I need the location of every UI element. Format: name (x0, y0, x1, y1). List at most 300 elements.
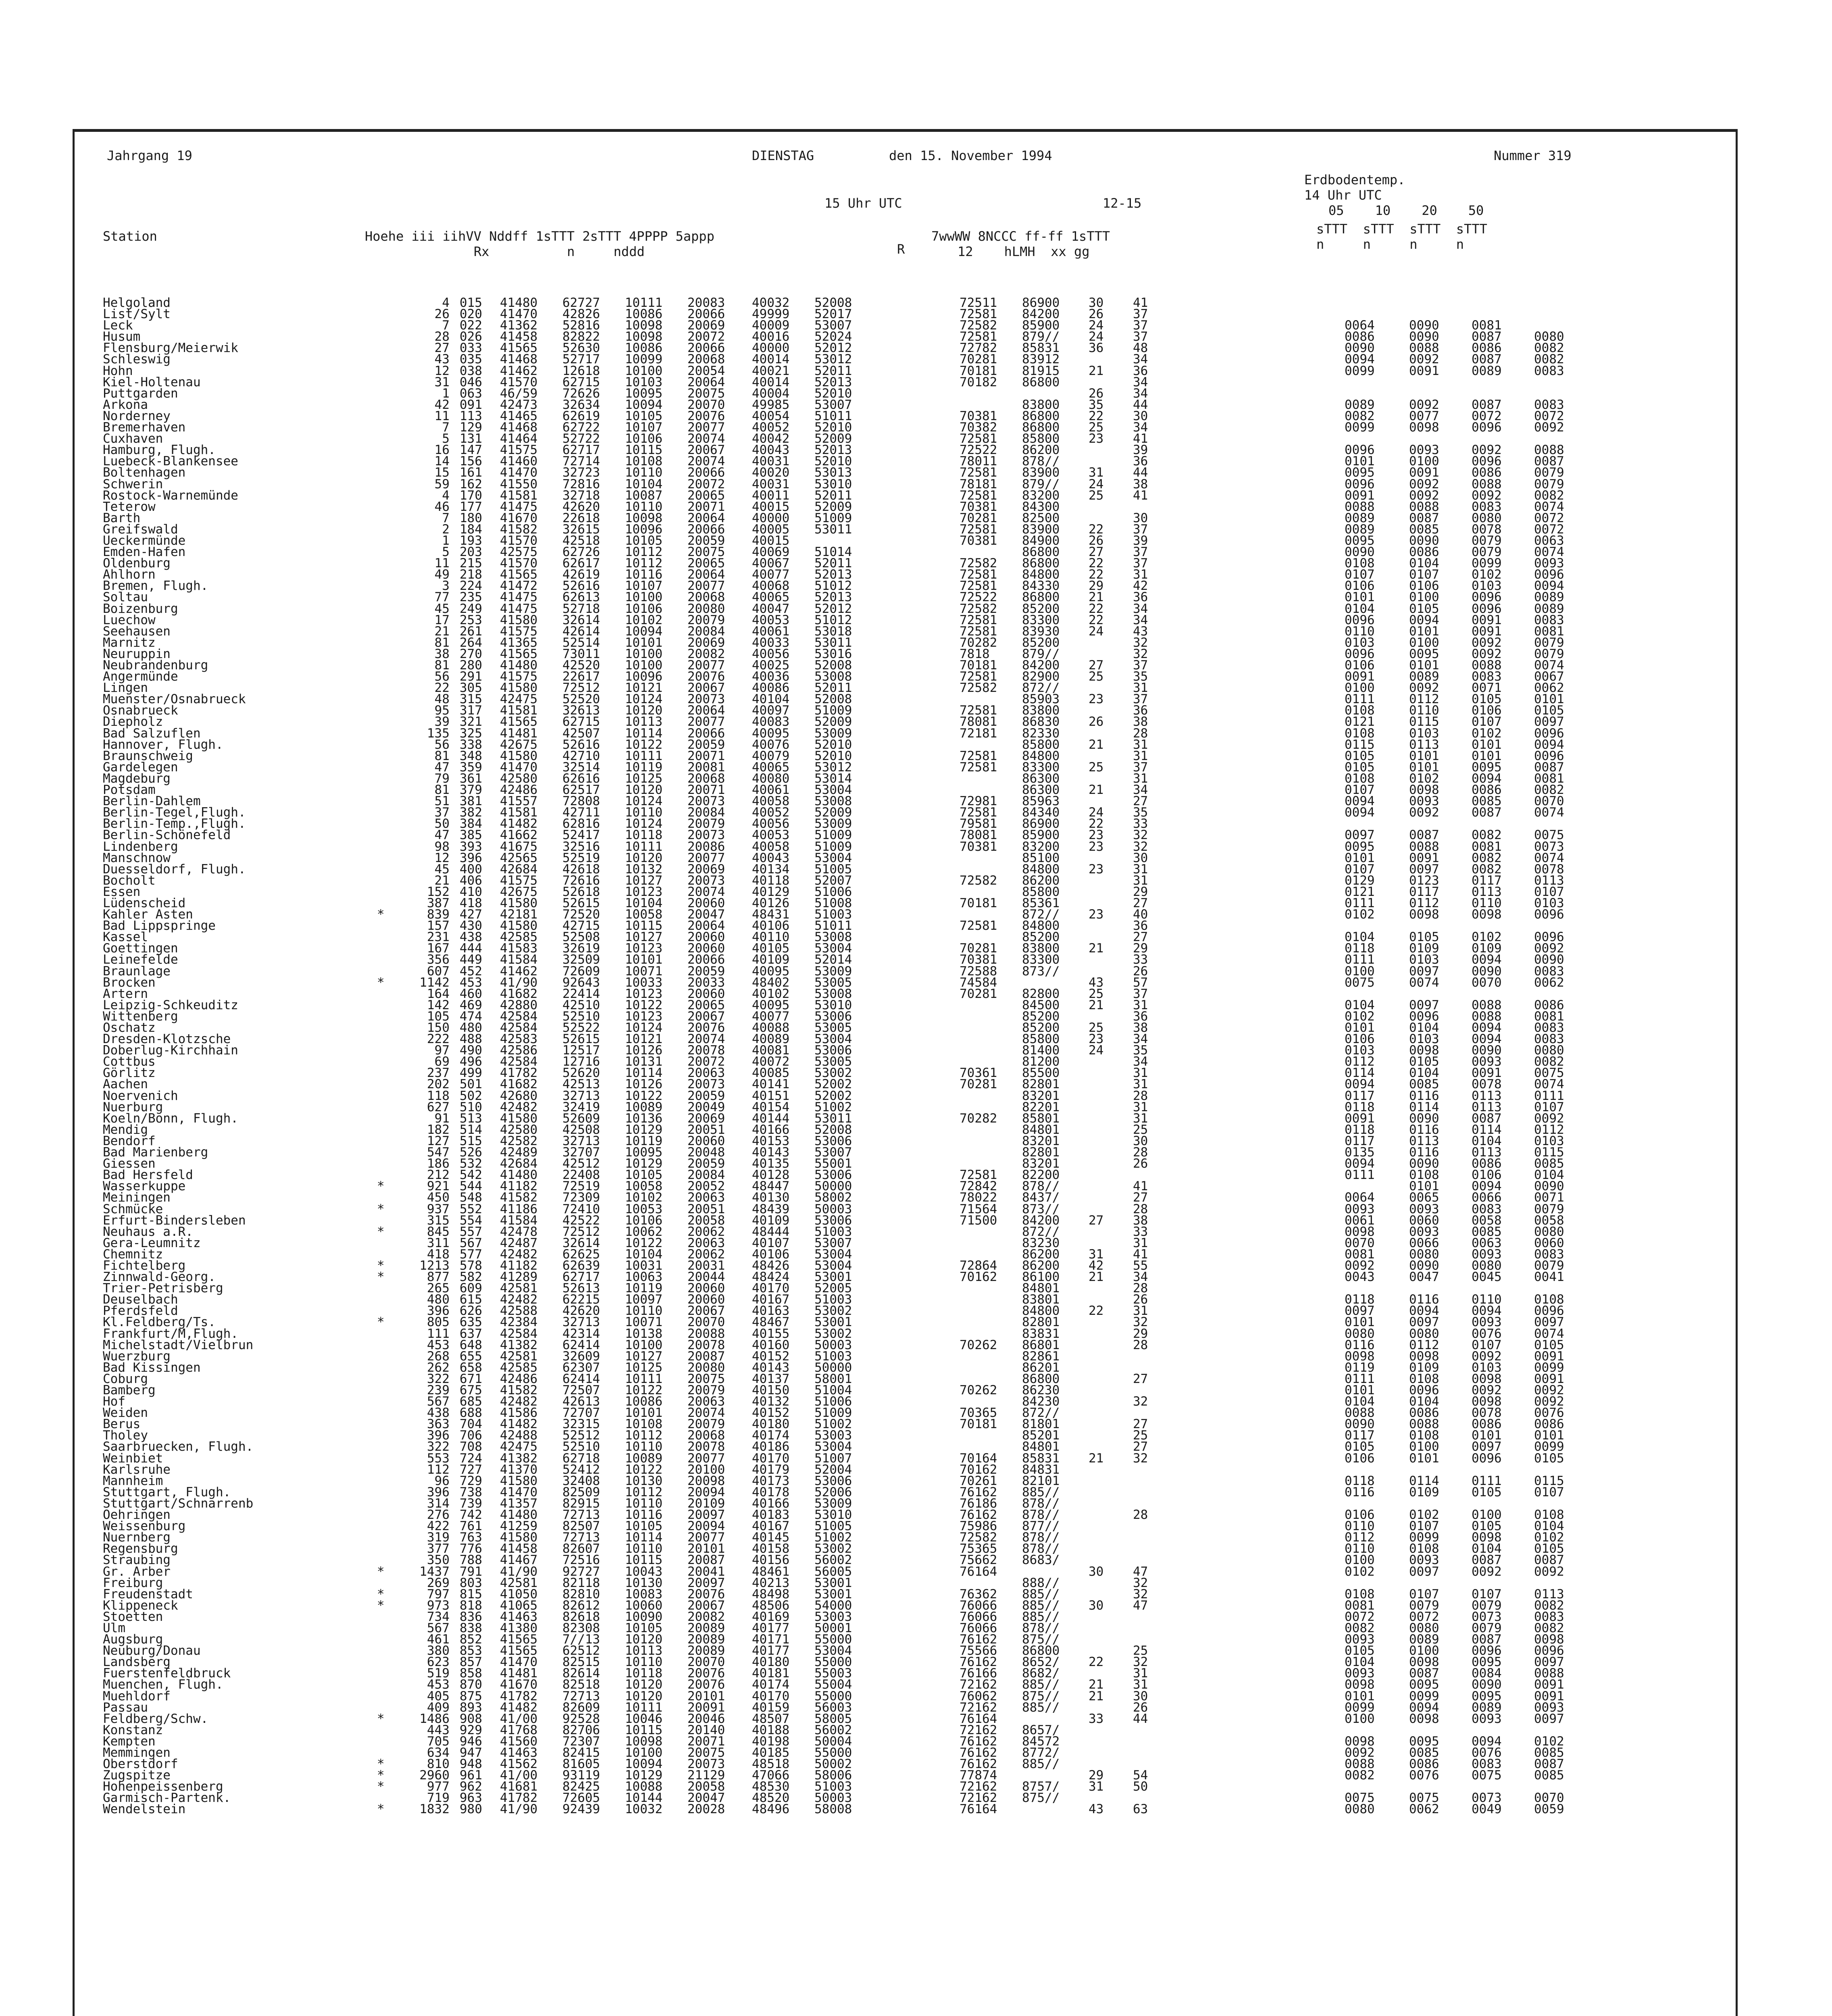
group-1sttt: 10120 (625, 1689, 663, 1704)
group-1sttt: 10123 (625, 1009, 663, 1024)
iii: 038 (460, 363, 482, 378)
group-8nccc: 872// (1022, 907, 1060, 922)
soil-temp: 0087 (1472, 1111, 1502, 1126)
nddff: 82415 (562, 1745, 600, 1760)
soil-temp: 0092 (1409, 352, 1439, 367)
iihvv: 41065 (500, 1598, 538, 1613)
soil-temp: 0093 (1345, 1202, 1375, 1216)
nddff: 32615 (562, 522, 600, 537)
group-8nccc: 84572 (1022, 1734, 1060, 1749)
group-4pppp: 40126 (752, 896, 790, 910)
soil-temp: 0089 (1472, 363, 1502, 378)
group-8nccc: 85800 (1022, 884, 1060, 899)
iihvv: 41584 (500, 1213, 538, 1228)
iihvv: 41582 (500, 522, 538, 537)
iii: 655 (460, 1349, 482, 1364)
group-4pppp: 40058 (752, 839, 790, 854)
gust-gg: 32 (1133, 646, 1148, 661)
nddff: 62717 (562, 443, 600, 458)
soil-temp: 0079 (1409, 1598, 1439, 1613)
hoehe: 79 (434, 771, 450, 786)
group-1sttt: 10106 (625, 1213, 663, 1228)
station-name: Hohenpeissenberg (103, 1779, 223, 1794)
group-5appp: 56003 (814, 1700, 852, 1715)
soil-temp: 0041 (1534, 1270, 1564, 1285)
group-1sttt: 10118 (625, 828, 663, 843)
soil-temp: 0079 (1472, 533, 1502, 548)
iihvv: 41480 (500, 296, 538, 310)
gust-xx: 21 (1089, 1270, 1104, 1285)
gust-gg: 31 (1133, 1100, 1148, 1114)
iii: 818 (460, 1598, 482, 1613)
soil-temp: 0080 (1534, 1043, 1564, 1058)
group-4pppp: 40110 (752, 930, 790, 945)
soil-temp: 0091 (1409, 465, 1439, 480)
nddff: 62414 (562, 1337, 600, 1352)
hoehe: 5 (442, 431, 450, 446)
nddff: 62307 (562, 1360, 600, 1375)
soil-temp: 0085 (1472, 1224, 1502, 1239)
soil-temp: 0096 (1534, 748, 1564, 763)
group-8nccc: 86300 (1022, 771, 1060, 786)
group-8nccc: 84200 (1022, 307, 1060, 322)
gust-xx: 31 (1089, 465, 1104, 480)
iihvv: 42475 (500, 1439, 538, 1454)
soil-temp: 0109 (1472, 941, 1502, 956)
group-8nccc: 885// (1022, 1598, 1060, 1613)
gust-gg: 57 (1133, 975, 1148, 990)
station-name: Schleswig (103, 352, 171, 367)
iihvv: 42478 (500, 1224, 538, 1239)
heading-soil-depths: 05 10 20 50 (1328, 203, 1484, 218)
group-1sttt: 10088 (625, 1779, 663, 1794)
soil-temp: 0076 (1409, 1768, 1439, 1783)
group-4pppp: 48447 (752, 1179, 790, 1194)
soil-temp: 0074 (1534, 658, 1564, 673)
soil-temp: 0085 (1534, 1768, 1564, 1783)
station-name: Schwerin (103, 477, 163, 492)
group-5appp: 51003 (814, 907, 852, 922)
iii: 129 (460, 420, 482, 435)
nddff: 72512 (562, 1224, 600, 1239)
station-name: Fichtelberg (103, 1258, 186, 1273)
iihvv: 41/00 (500, 1711, 538, 1726)
station-name: Angermünde (103, 669, 178, 684)
nddff: 62619 (562, 408, 600, 423)
group-2sttt: 20076 (687, 1677, 725, 1692)
nddff: 32514 (562, 760, 600, 775)
group-1sttt: 10113 (625, 1643, 663, 1658)
iii: 488 (460, 1032, 482, 1047)
group-1sttt: 10111 (625, 1700, 663, 1715)
hoehe: 311 (427, 1235, 450, 1250)
nddff: 92439 (562, 1802, 600, 1817)
group-2sttt: 20078 (687, 1043, 725, 1058)
hoehe: 81 (434, 635, 450, 650)
group-7wwww: 72162 (960, 1791, 997, 1806)
station-name: Fuerstenfeldbruck (103, 1666, 231, 1681)
group-4pppp: 49985 (752, 397, 790, 412)
group-2sttt: 20079 (687, 612, 725, 627)
group-8nccc: 82801 (1022, 1145, 1060, 1160)
soil-temp: 0088 (1409, 839, 1439, 854)
station-name: Karlsruhe (103, 1462, 171, 1477)
nddff: 42513 (562, 1077, 600, 1092)
group-4pppp: 40053 (752, 612, 790, 627)
group-5appp: 51009 (814, 828, 852, 843)
soil-temp: 0101 (1345, 590, 1375, 605)
soil-temp: 0088 (1534, 1666, 1564, 1681)
gust-gg: 26 (1133, 1700, 1148, 1715)
group-1sttt: 10122 (625, 737, 663, 752)
group-8nccc: 83900 (1022, 522, 1060, 537)
group-5appp: 53005 (814, 975, 852, 990)
group-2sttt: 20075 (687, 1745, 725, 1760)
iihvv: 42684 (500, 1156, 538, 1171)
group-2sttt: 20072 (687, 477, 725, 492)
iii: 418 (460, 896, 482, 910)
group-4pppp: 40107 (752, 1235, 790, 1250)
nddff: 82515 (562, 1655, 600, 1670)
soil-temp: 0088 (1472, 998, 1502, 1012)
iii: 577 (460, 1247, 482, 1262)
group-8nccc: 875// (1022, 1632, 1060, 1647)
hoehe: 396 (427, 1428, 450, 1443)
station-name: Koeln/Bonn, Flugh. (103, 1111, 238, 1126)
hoehe: 363 (427, 1417, 450, 1432)
group-2sttt: 20070 (687, 1315, 725, 1330)
hoehe: 705 (427, 1734, 450, 1749)
group-8nccc: 8657/ (1022, 1722, 1060, 1737)
group-1sttt: 10102 (625, 612, 663, 627)
soil-temp: 0083 (1534, 1020, 1564, 1035)
group-4pppp: 48506 (752, 1598, 790, 1613)
group-8nccc: 85200 (1022, 601, 1060, 616)
soil-temp: 0107 (1534, 1100, 1564, 1114)
soil-temp: 0111 (1345, 1371, 1375, 1386)
station-name: Freiburg (103, 1575, 163, 1590)
nddff: 52816 (562, 318, 600, 333)
hoehe: 453 (427, 1677, 450, 1692)
gust-xx: 22 (1089, 567, 1104, 582)
soil-temp: 0092 (1409, 805, 1439, 820)
soil-temp: 0079 (1472, 1620, 1502, 1635)
soil-temp: 0095 (1409, 646, 1439, 661)
hoehe: 387 (427, 896, 450, 910)
soil-temp: 0086 (1534, 998, 1564, 1012)
nddff: 42512 (562, 1156, 600, 1171)
nddff: 62414 (562, 1371, 600, 1386)
group-7wwww: 72581 (960, 465, 997, 480)
iihvv: 41570 (500, 375, 538, 389)
iii: 384 (460, 816, 482, 831)
group-5appp: 55000 (814, 1655, 852, 1670)
soil-temp: 0097 (1409, 862, 1439, 877)
soil-temp: 0096 (1472, 601, 1502, 616)
group-1sttt: 10112 (625, 545, 663, 560)
group-8nccc: 873// (1022, 1202, 1060, 1216)
group-7wwww: 72181 (960, 726, 997, 741)
nddff: 52613 (562, 1281, 600, 1296)
group-8nccc: 83201 (1022, 1088, 1060, 1103)
group-7wwww: 70281 (960, 510, 997, 525)
group-2sttt: 20059 (687, 737, 725, 752)
soil-temp: 0101 (1345, 850, 1375, 865)
soil-temp: 0097 (1345, 1304, 1375, 1318)
gust-gg: 34 (1133, 1032, 1148, 1047)
iii: 532 (460, 1156, 482, 1171)
gust-gg: 34 (1133, 612, 1148, 627)
station-name: Seehausen (103, 624, 171, 639)
gust-xx: 24 (1089, 1043, 1104, 1058)
group-2sttt: 20033 (687, 975, 725, 990)
nddff: 12716 (562, 1054, 600, 1069)
soil-temp: 0072 (1472, 408, 1502, 423)
soil-temp: 0087 (1472, 352, 1502, 367)
gust-gg: 31 (1133, 771, 1148, 786)
iihvv: 41565 (500, 714, 538, 729)
group-8nccc: 877// (1022, 1519, 1060, 1534)
group-2sttt: 20059 (687, 964, 725, 979)
soil-temp: 0083 (1534, 964, 1564, 979)
nddff: 62726 (562, 545, 600, 560)
gust-gg: 32 (1133, 1655, 1148, 1670)
soil-temp: 0082 (1472, 862, 1502, 877)
group-5appp: 51005 (814, 1519, 852, 1534)
soil-temp: 0083 (1472, 1202, 1502, 1216)
gust-gg: 50 (1133, 1779, 1148, 1794)
hoehe: 26 (434, 307, 450, 322)
station-name: Oberstdorf (103, 1757, 178, 1772)
hoehe: 405 (427, 1689, 450, 1704)
group-5appp: 52010 (814, 737, 852, 752)
soil-temp: 0090 (1409, 533, 1439, 548)
group-4pppp: 40166 (752, 1496, 790, 1511)
soil-temp: 0085 (1409, 1077, 1439, 1092)
group-4pppp: 40105 (752, 941, 790, 956)
group-2sttt: 20062 (687, 1247, 725, 1262)
group-1sttt: 10124 (625, 1020, 663, 1035)
group-7wwww: 79581 (960, 816, 997, 831)
group-4pppp: 40004 (752, 386, 790, 401)
soil-temp: 0096 (1345, 612, 1375, 627)
gust-gg: 33 (1133, 952, 1148, 967)
group-4pppp: 40155 (752, 1326, 790, 1341)
group-2sttt: 20051 (687, 1122, 725, 1137)
group-7wwww: 72582 (960, 1530, 997, 1545)
nddff: 72713 (562, 1689, 600, 1704)
group-4pppp: 40069 (752, 545, 790, 560)
soil-temp: 0092 (1534, 1111, 1564, 1126)
iii: 348 (460, 748, 482, 763)
soil-temp: 0105 (1409, 1054, 1439, 1069)
gust-xx: 23 (1089, 839, 1104, 854)
group-4pppp: 40152 (752, 1406, 790, 1420)
soil-temp: 0112 (1409, 1337, 1439, 1352)
group-1sttt: 10138 (625, 1326, 663, 1341)
group-4pppp: 40213 (752, 1575, 790, 1590)
iii: 675 (460, 1383, 482, 1397)
station-name: Flensburg/Meierwik (103, 341, 238, 356)
group-1sttt: 10083 (625, 1587, 663, 1602)
station-name: Leinefelde (103, 952, 178, 967)
soil-temp: 0074 (1534, 1077, 1564, 1092)
group-1sttt: 10098 (625, 1734, 663, 1749)
iihvv: 41/90 (500, 975, 538, 990)
group-2sttt: 20060 (687, 930, 725, 945)
iihvv: 41/90 (500, 1802, 538, 1817)
soil-temp: 0086 (1472, 465, 1502, 480)
iii: 615 (460, 1292, 482, 1307)
group-7wwww: 72581 (960, 805, 997, 820)
group-2sttt: 20066 (687, 726, 725, 741)
group-4pppp: 40152 (752, 1349, 790, 1364)
iii: 452 (460, 964, 482, 979)
soil-temp: 0113 (1472, 1100, 1502, 1114)
hoehe: 164 (427, 986, 450, 1001)
nddff: 32713 (562, 1088, 600, 1103)
gust-gg: 28 (1133, 1202, 1148, 1216)
nddff: 32509 (562, 952, 600, 967)
station-name: Tholey (103, 1428, 148, 1443)
station-name: Kempten (103, 1734, 156, 1749)
station-name: Oehringen (103, 1508, 171, 1522)
group-1sttt: 10120 (625, 703, 663, 718)
group-2sttt: 21129 (687, 1768, 725, 1783)
iihvv: 42680 (500, 1088, 538, 1103)
group-8nccc: 84800 (1022, 567, 1060, 582)
group-4pppp: 40188 (752, 1722, 790, 1737)
gust-gg: 32 (1133, 1575, 1148, 1590)
group-1sttt: 10058 (625, 907, 663, 922)
group-4pppp: 40134 (752, 862, 790, 877)
group-2sttt: 20075 (687, 386, 725, 401)
soil-temp: 0107 (1345, 567, 1375, 582)
group-8nccc: 84800 (1022, 862, 1060, 877)
nddff: 82618 (562, 1609, 600, 1624)
soil-temp: 0094 (1472, 771, 1502, 786)
group-1sttt: 10062 (625, 1224, 663, 1239)
soil-temp: 0058 (1534, 1213, 1564, 1228)
soil-temp: 0075 (1409, 1791, 1439, 1806)
iihvv: 42585 (500, 930, 538, 945)
group-7wwww: 70382 (960, 420, 997, 435)
iihvv: 41581 (500, 805, 538, 820)
gust-xx: 42 (1089, 1258, 1104, 1273)
nddff: 72520 (562, 907, 600, 922)
group-4pppp: 40056 (752, 646, 790, 661)
station-name: Berlin-Temp.,Flugh. (103, 816, 246, 831)
soil-temp: 0081 (1472, 839, 1502, 854)
group-2sttt: 20088 (687, 1326, 725, 1341)
iihvv: 42482 (500, 1292, 538, 1307)
soil-temp: 0110 (1472, 896, 1502, 910)
group-2sttt: 20073 (687, 873, 725, 888)
station-name: Zugspitze (103, 1768, 171, 1783)
nddff: 22414 (562, 986, 600, 1001)
group-2sttt: 20071 (687, 748, 725, 763)
gust-gg: 37 (1133, 760, 1148, 775)
soil-temp: 0101 (1472, 748, 1502, 763)
group-2sttt: 20074 (687, 1406, 725, 1420)
soil-temp: 0091 (1534, 1371, 1564, 1386)
group-5appp: 53005 (814, 1054, 852, 1069)
group-1sttt: 10110 (625, 465, 663, 480)
soil-temp: 0103 (1409, 726, 1439, 741)
iihvv: 41475 (500, 499, 538, 514)
soil-temp: 0076 (1472, 1326, 1502, 1341)
soil-temp: 0097 (1409, 1315, 1439, 1330)
group-5appp: 50001 (814, 1620, 852, 1635)
soil-temp: 0079 (1534, 477, 1564, 492)
group-1sttt: 10098 (625, 510, 663, 525)
group-8nccc: 86830 (1022, 714, 1060, 729)
station-name: Frankfurt/M,Flugh. (103, 1326, 238, 1341)
group-4pppp: 40053 (752, 828, 790, 843)
group-2sttt: 20094 (687, 1519, 725, 1534)
hoehe: 268 (427, 1349, 450, 1364)
iii: 261 (460, 624, 482, 639)
iihvv: 41580 (500, 1473, 538, 1488)
station-name: Arkona (103, 397, 148, 412)
group-2sttt: 20070 (687, 397, 725, 412)
heading-right-groups: 7wwWW 8NCCC ff-ff 1sTTT (931, 229, 1110, 244)
group-4pppp: 40009 (752, 318, 790, 333)
nddff: 42614 (562, 624, 600, 639)
group-4pppp: 40150 (752, 1383, 790, 1397)
group-5appp: 51011 (814, 408, 852, 423)
group-5appp: 51009 (814, 510, 852, 525)
group-4pppp: 40102 (752, 986, 790, 1001)
group-1sttt: 10110 (625, 499, 663, 514)
soil-temp: 0101 (1345, 454, 1375, 469)
hoehe: 212 (427, 1168, 450, 1183)
group-5appp: 51003 (814, 1224, 852, 1239)
soil-temp: 0089 (1534, 590, 1564, 605)
group-7wwww: 72581 (960, 567, 997, 582)
iihvv: 42581 (500, 1575, 538, 1590)
gust-gg: 30 (1133, 1133, 1148, 1148)
nddff: 62625 (562, 1247, 600, 1262)
nddff: 32315 (562, 1417, 600, 1432)
station-name: Saarbruecken, Flugh. (103, 1439, 254, 1454)
group-4pppp: 40032 (752, 296, 790, 310)
hoehe: 2960 (419, 1768, 450, 1783)
hoehe: 937 (427, 1202, 450, 1216)
group-8nccc: 84230 (1022, 1394, 1060, 1409)
group-5appp: 51009 (814, 1406, 852, 1420)
soil-temp: 0123 (1409, 873, 1439, 888)
group-2sttt: 20078 (687, 1439, 725, 1454)
soil-temp: 0108 (1534, 1508, 1564, 1522)
station-name: Teterow (103, 499, 156, 514)
group-4pppp: 40109 (752, 952, 790, 967)
iii: 156 (460, 454, 482, 469)
group-8nccc: 85900 (1022, 318, 1060, 333)
gust-gg: 25 (1133, 1122, 1148, 1137)
soil-temp: 0086 (1472, 341, 1502, 356)
group-2sttt: 20064 (687, 510, 725, 525)
gust-xx: 25 (1089, 669, 1104, 684)
iihvv: 41/00 (500, 1768, 538, 1783)
station-name: Stuttgart/Schnarrenb (103, 1496, 254, 1511)
soil-temp: 0092 (1472, 646, 1502, 661)
iii: 513 (460, 1111, 482, 1126)
group-2sttt: 20071 (687, 783, 725, 798)
station-name: Michelstadt/Vielbrun (103, 1337, 254, 1352)
soil-temp: 0094 (1345, 794, 1375, 809)
iii: 852 (460, 1632, 482, 1647)
